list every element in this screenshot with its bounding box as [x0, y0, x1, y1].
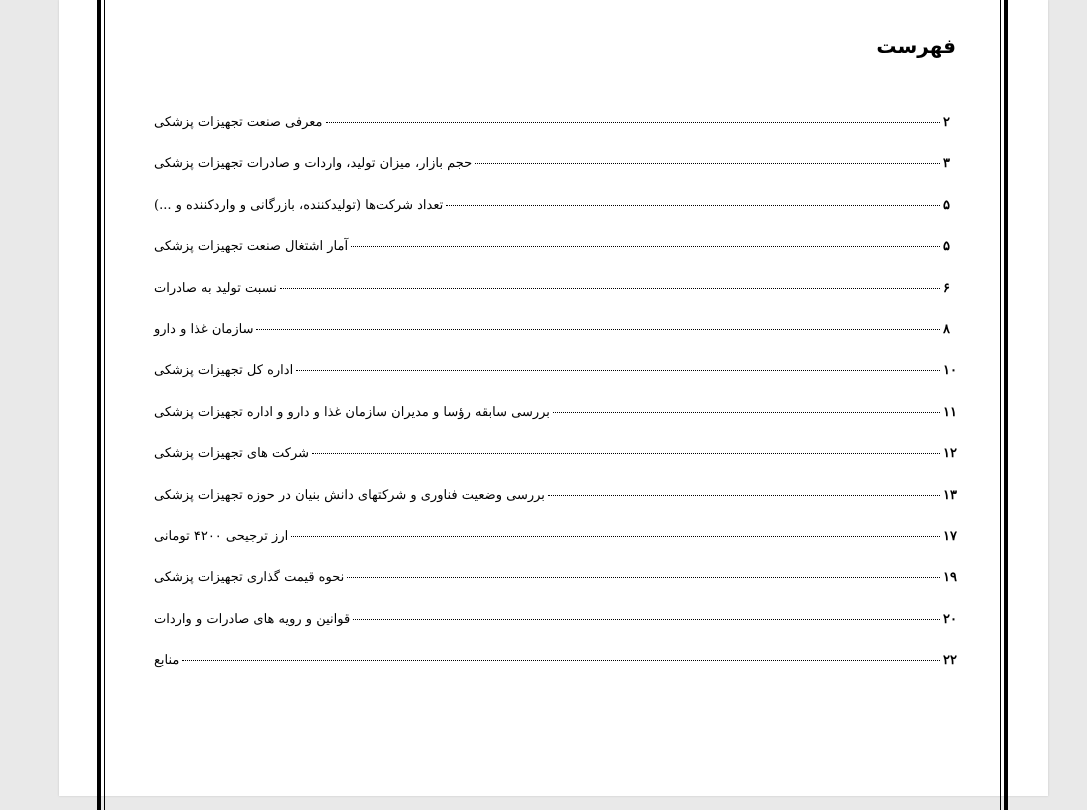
toc-entry-page: ۶	[943, 280, 950, 296]
toc-entry-page: ۲۰	[943, 611, 957, 627]
toc-entry[interactable]	[152, 322, 957, 363]
toc-entry[interactable]	[152, 156, 957, 197]
toc-entry-label: بررسی سابقه رؤسا و مدیران سازمان غذا و دارو و اداره تجهیزات پزشکی	[154, 404, 550, 420]
toc-entry-page: ۱۱	[943, 404, 957, 420]
toc-entry-page: ۱۹	[943, 570, 957, 586]
toc-entry-label: آمار اشتغال صنعت تجهیزات پزشکی	[154, 239, 349, 255]
toc-entry[interactable]	[152, 446, 957, 487]
toc-leader-dots	[280, 288, 940, 289]
toc-entry-label: شرکت های تجهیزات پزشکی	[154, 446, 310, 462]
toc-leader-dots	[548, 495, 940, 496]
toc-leader-dots	[353, 619, 940, 620]
toc-entry-page: ۱۳	[943, 487, 957, 503]
toc-entry-page: ۸	[943, 321, 950, 337]
toc-entry-page: ۲۲	[943, 653, 957, 669]
toc-entry-label: ارز ترجیحی ۴۲۰۰ تومانی	[154, 528, 289, 544]
toc-leader-dots	[347, 577, 940, 578]
toc-entry-label: قوانین و رویه های صادرات و واردات	[154, 611, 351, 627]
toc-entry-label: نسبت تولید به صادرات	[154, 280, 277, 296]
toc-entry-page: ۳	[943, 156, 950, 172]
table-of-contents	[152, 115, 957, 694]
toc-entry-label: حجم بازار، میزان تولید، واردات و صادرات تجهیزات پزشکی	[154, 156, 473, 172]
toc-entry[interactable]	[152, 198, 957, 239]
toc-entry[interactable]	[152, 239, 957, 280]
toc-leader-dots	[291, 536, 940, 537]
toc-entry-page: ۵	[943, 239, 950, 255]
toc-entry-page: ۵	[943, 197, 950, 213]
toc-entry-label: معرفی صنعت تجهیزات پزشکی	[154, 115, 323, 130]
toc-entry[interactable]	[152, 570, 957, 611]
toc-leader-dots	[326, 122, 941, 123]
toc-leader-dots	[256, 329, 940, 330]
toc-entry-page: ۲	[943, 115, 950, 130]
toc-entry[interactable]	[152, 363, 957, 404]
toc-entry[interactable]	[152, 281, 957, 322]
toc-title: فهرست	[876, 34, 956, 58]
toc-entry[interactable]	[152, 653, 957, 694]
toc-leader-dots	[475, 163, 940, 164]
toc-leader-dots	[446, 205, 940, 206]
toc-entry-label: منابع	[154, 653, 180, 669]
toc-entry-page: ۱۲	[943, 446, 957, 462]
toc-entry-page: ۱۷	[943, 528, 957, 544]
toc-leader-dots	[351, 246, 940, 247]
toc-entry-page: ۱۰	[943, 363, 957, 379]
toc-entry-label: نحوه قیمت گذاری تجهیزات پزشکی	[154, 570, 345, 586]
toc-entry-label: بررسی وضعیت فناوری و شرکتهای دانش بنیان در حوزه تجهیزات پزشکی	[154, 487, 545, 503]
toc-leader-dots	[296, 370, 940, 371]
toc-entry-label: اداره کل تجهیزات پزشکی	[154, 363, 294, 379]
toc-leader-dots	[312, 453, 940, 454]
toc-leader-dots	[182, 660, 940, 661]
toc-entry-label: تعداد شرکت‌ها (تولیدکننده، بازرگانی و واردکننده و ...)	[154, 197, 444, 213]
toc-entry[interactable]	[152, 405, 957, 446]
toc-entry[interactable]	[152, 488, 957, 529]
toc-entry-label: سازمان غذا و دارو	[154, 321, 254, 337]
toc-entry[interactable]	[152, 115, 957, 156]
toc-leader-dots	[553, 412, 940, 413]
toc-entry[interactable]	[152, 612, 957, 653]
toc-entry[interactable]	[152, 529, 957, 570]
document-page	[59, 0, 1048, 796]
